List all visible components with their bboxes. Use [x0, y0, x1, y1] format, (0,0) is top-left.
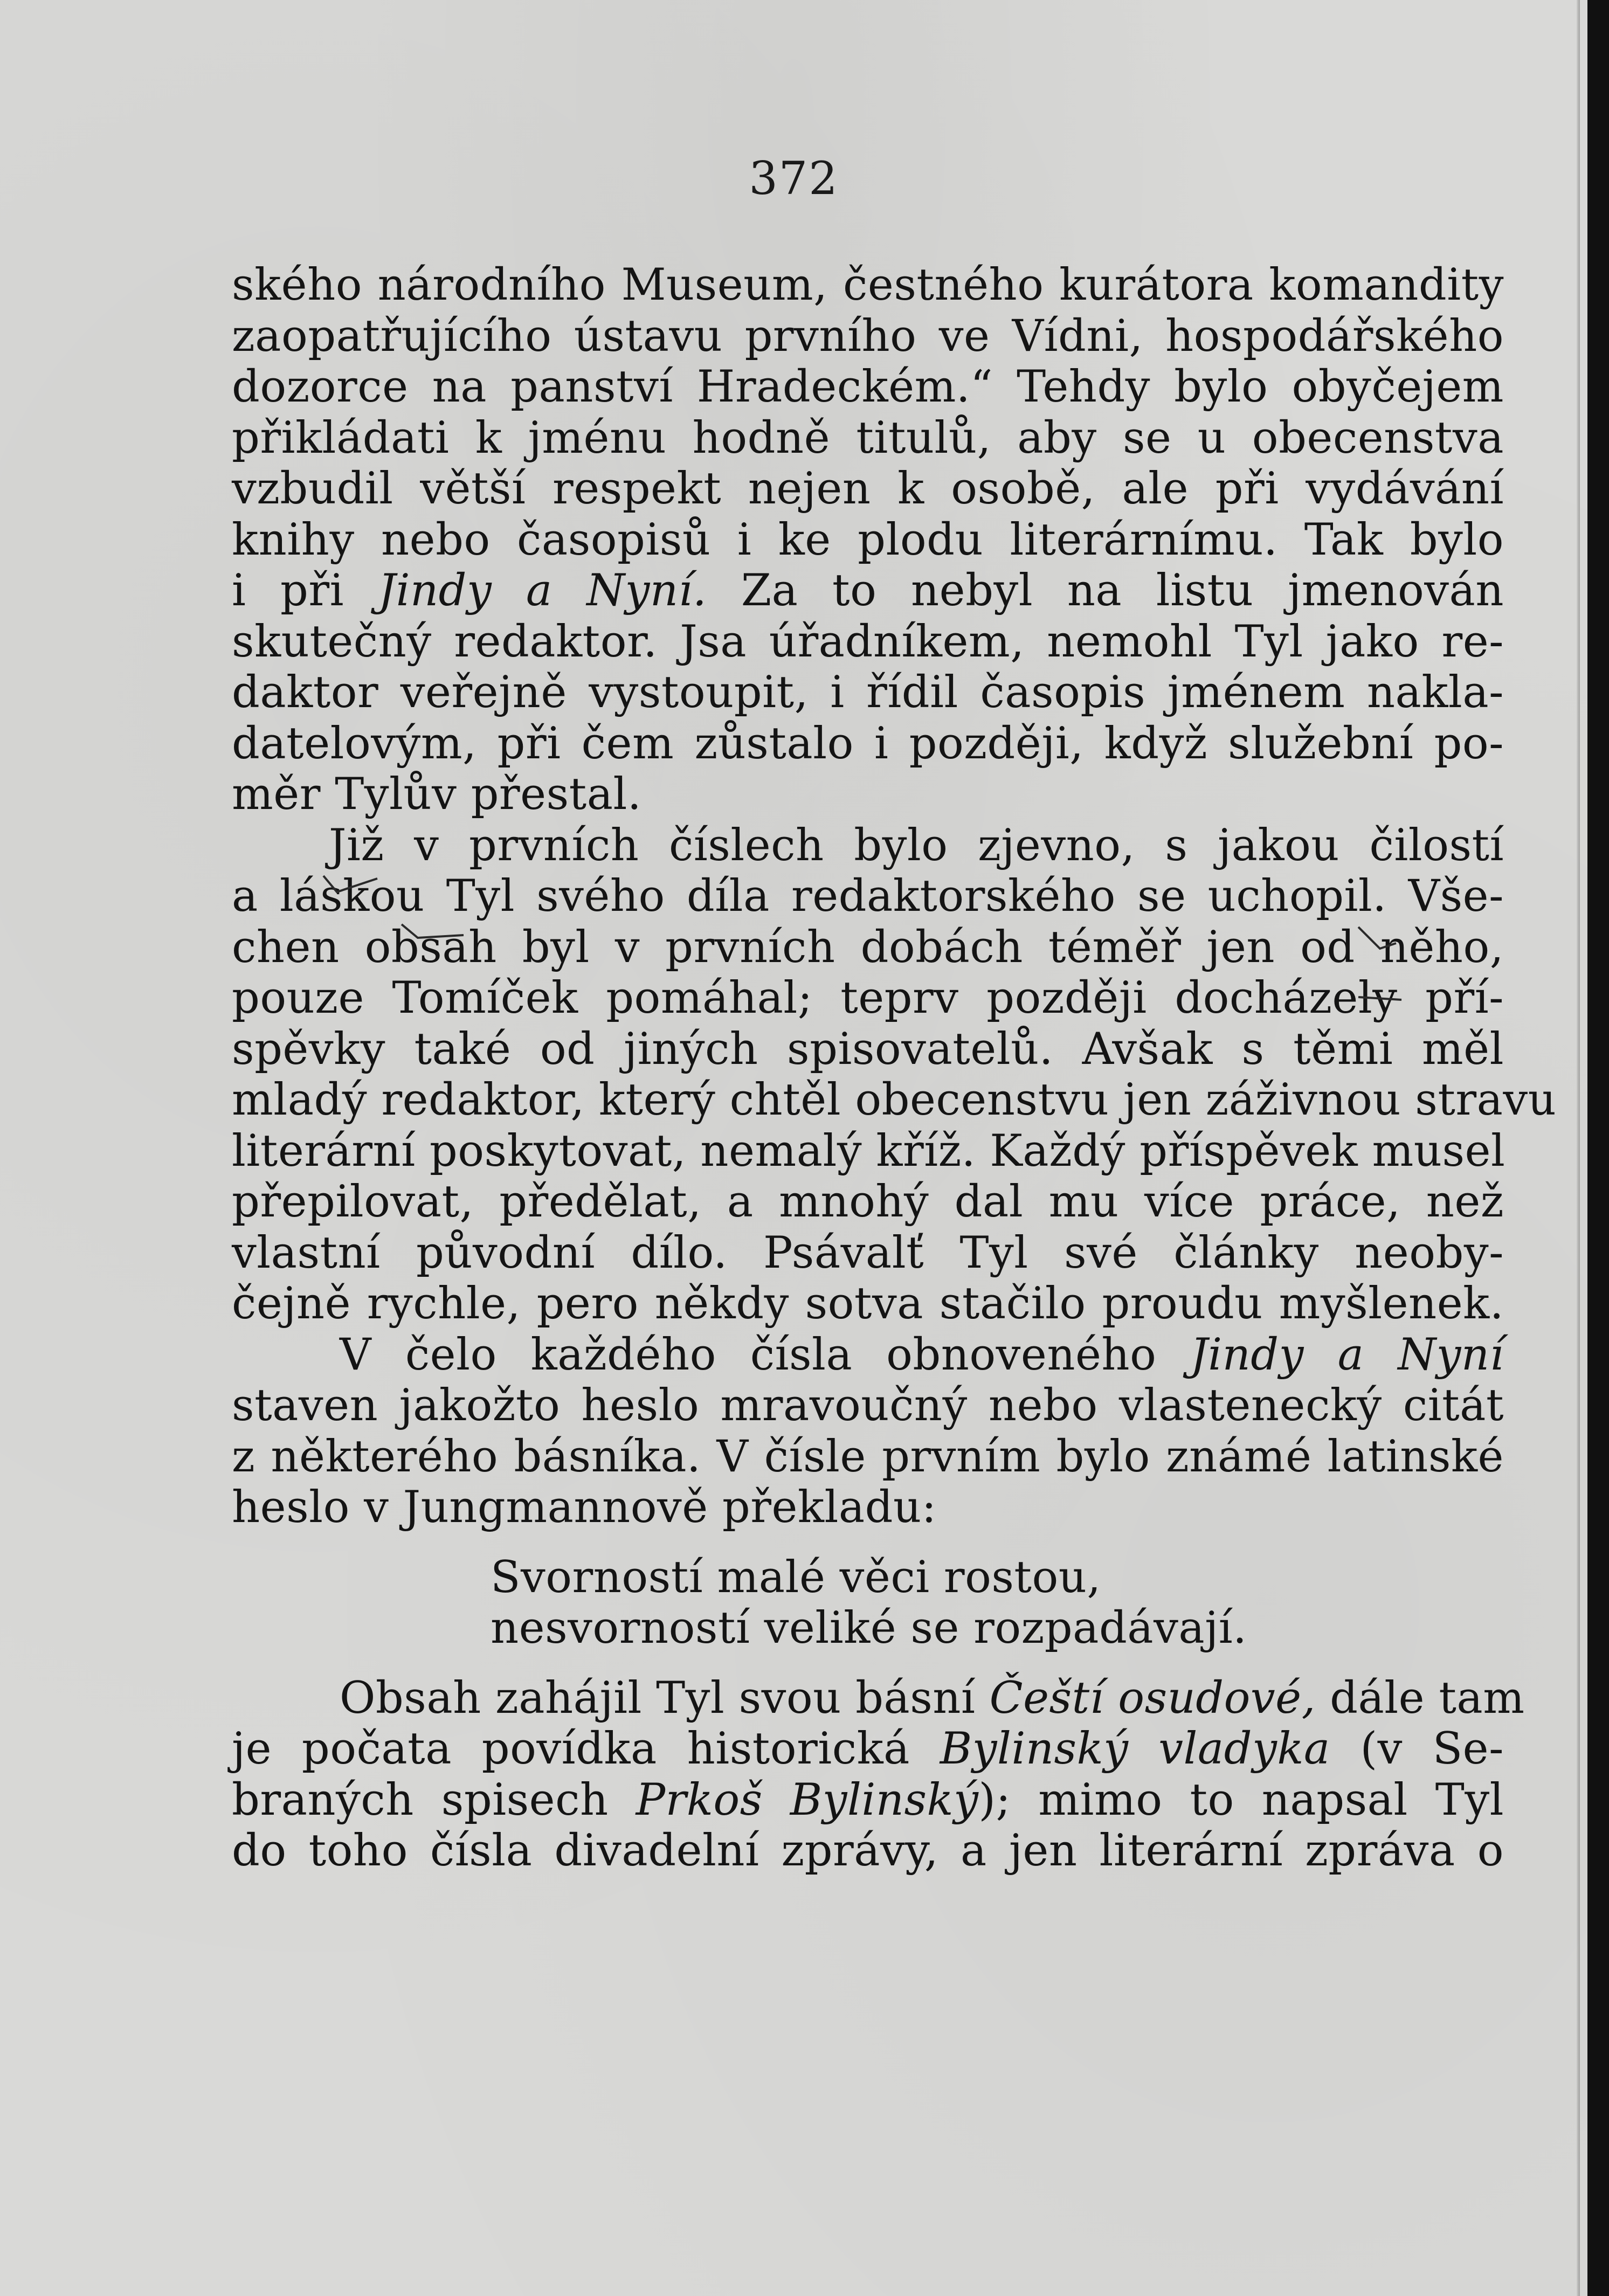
text-line: čejně rychle, pero někdy sotva stačilo proudu myšlenek.: [232, 1278, 1504, 1329]
page-number: 372: [749, 152, 839, 205]
text-line: přikládati k jménu hodně titulů, aby se u obecenstva: [232, 412, 1504, 464]
text-line: ského národního Museum, čestného kurátora komandity: [232, 260, 1504, 310]
text-run: (v Se-: [1330, 1724, 1504, 1774]
text-line: [232, 1724, 1504, 1775]
body-text: [232, 260, 1557, 1877]
text-line: mladý redaktor, který chtěl obecenstvu jen záživnou stravu: [232, 1075, 1557, 1125]
text-line: heslo v Jungmannově překladu:: [232, 1482, 937, 1533]
text-line: daktor veřejně vystoupit, i řídil časopis jménem nakla-: [232, 667, 1504, 718]
verse-line: nesvorností veliké se rozpadávají.: [491, 1603, 1247, 1654]
text-line: Již v prvních číslech bylo zjevno, s jakou čilostí: [329, 820, 1504, 871]
text-line: dozorce na panství Hradeckém.“ Tehdy bylo obyčejem: [232, 362, 1504, 412]
text-line: přepilovat, předělat, a mnohý dal mu více práce, než: [232, 1177, 1504, 1227]
poem-title: Čeští osudové,: [989, 1672, 1316, 1724]
periodical-title: Jindy a Nyní.: [378, 565, 707, 616]
text-run: Za to nebyl na listu jmenován: [707, 565, 1504, 616]
text-line: do toho čísla divadelní zprávy, a jen literární zpráva o: [232, 1825, 1504, 1876]
verse-quote: [232, 1552, 1504, 1654]
page-fold-shadow: [1577, 0, 1580, 2296]
text-line: datelovým, při čem zůstalo i později, když služební po-: [232, 718, 1504, 769]
text-line: spěvky také od jiných spisovatelů. Avšak s těmi měl: [232, 1023, 1504, 1075]
text-run: dále tam: [1315, 1672, 1525, 1724]
text-run: braných spisech: [232, 1774, 636, 1825]
text-line: měr Tylův přestal.: [232, 769, 642, 820]
text-run: je počata povídka historická: [232, 1724, 940, 1774]
text-line: literární poskytovat, nemalý kříž. Každý příspěvek musel: [232, 1125, 1506, 1177]
scan-border: [1587, 0, 1609, 2296]
text-line: skutečný redaktor. Jsa úřadníkem, nemohl Tyl jako re-: [232, 616, 1504, 667]
periodical-title: Jindy a Nyní: [1190, 1329, 1504, 1380]
text-line: vlastní původní dílo. Psávalť Tyl své články neoby-: [232, 1227, 1504, 1278]
text-line: pouze Tomíček pomáhal; teprv později docházely pří-: [232, 973, 1504, 1023]
text-line: [232, 565, 1504, 617]
text-run: V čelo každého čísla obnoveného: [340, 1329, 1191, 1380]
text-line: knihy nebo časopisů i ke plodu literárnímu. Tak bylo: [232, 514, 1504, 565]
story-title: Prkoš Bylinský: [636, 1774, 979, 1825]
text-run: Obsah zahájil Tyl svou básní: [340, 1672, 990, 1724]
text-line: a láskou Tyl svého díla redaktorského se uchopil. Vše-: [232, 871, 1504, 922]
text-line: [232, 1775, 1504, 1826]
text-line: z některého básníka. V čísle prvním bylo známé latinské: [232, 1431, 1504, 1482]
text-line: chen obsah byl v prvních dobách téměř jen od něho,: [232, 922, 1504, 973]
text-line: staven jakožto heslo mravoučný nebo vlastenecký citát: [232, 1380, 1504, 1431]
text-run: ); mimo to napsal Tyl: [978, 1774, 1504, 1825]
text-line: zaopatřujícího ústavu prvního ve Vídni, hospodářského: [232, 310, 1504, 362]
text-line: [232, 1672, 1525, 1724]
verse-line: Svorností malé věci rostou,: [491, 1552, 1101, 1603]
text-line: vzbudil větší respekt nejen k osobě, ale při vydávání: [232, 464, 1504, 514]
text-run: i při: [232, 565, 378, 616]
story-title: Bylinský vladyka: [940, 1724, 1330, 1774]
text-line: [232, 1330, 1504, 1381]
